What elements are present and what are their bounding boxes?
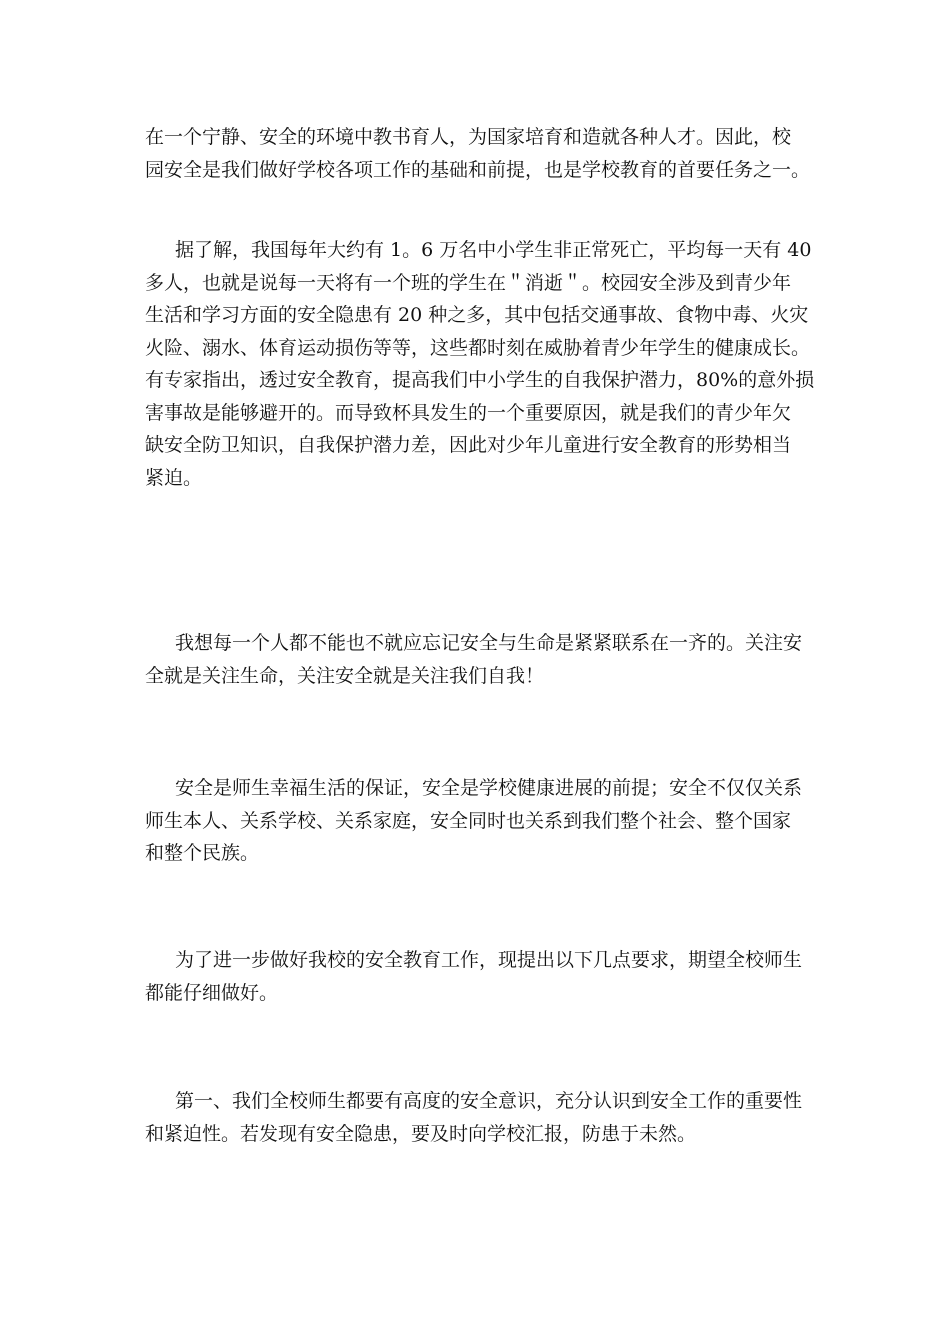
text-line: 紧迫。 [145,466,203,489]
paragraph-statistics [145,234,815,494]
text-line: 安全是师生幸福生活的保证，安全是学校健康进展的前提；安全不仅仅关系 [175,777,803,799]
paragraph-safety-and-life [145,627,810,692]
text-line: 为了进一步做好我校的安全教育工作，现提出以下几点要求，期望全校师生 [175,949,803,971]
text-line: 和整个民族。 [145,842,260,864]
text-line: 全就是关注生命，关注安全就是关注我们自我！ [145,664,545,687]
text-line: 缺安全防卫知识，自我保护潜力差，因此对少年儿童进行安全教育的形势相当 [145,434,792,456]
text-line: 第一、我们全校师生都要有高度的安全意识，充分认识到安全工作的重要性 [175,1090,803,1112]
text-line: 我想每一个人都不能也不就应忘记安全与生命是紧紧联系在一齐的。关注安 [175,632,803,654]
paragraph-safety-importance [145,772,810,870]
text-line: 有专家指出，透过安全教育，提高我们中小学生的自我保护潜力，80%的意外损 [145,369,815,391]
paragraph-requirement-one [145,1085,810,1150]
text-line: 园安全是我们做好学校各项工作的基础和前提，也是学校教育的首要任务之一。 [145,158,811,181]
text-line: 据了解，我国每年大约有 1。6 万名中小学生非正常死亡，平均每一天有 40 [175,239,812,261]
text-line: 生活和学习方面的安全隐患有 20 种之多，其中包括交通事故、食物中毒、火灾 [145,304,809,326]
text-line: 火险、溺水、体育运动损伤等等，这些都时刻在威胁着青少年学生的健康成长。 [145,336,811,359]
text-line: 和紧迫性。若发现有安全隐患，要及时向学校汇报，防患于未然。 [145,1122,697,1145]
text-line: 多人，也就是说每一天将有一个班的学生在＂消逝＂。校园安全涉及到青少年 [145,271,792,294]
text-line: 在一个宁静、安全的环境中教书育人，为国家培育和造就各种人才。因此，校 [145,126,792,148]
paragraph-campus-safety-intro [145,121,810,186]
text-line: 害事故是能够避开的。而导致杯具发生的一个重要原因，就是我们的青少年欠 [145,401,792,424]
paragraph-requirements-intro [145,944,810,1009]
text-line: 师生本人、关系学校、关系家庭，安全同时也关系到我们整个社会、整个国家 [145,809,792,832]
text-line: 都能仔细做好。 [145,981,279,1004]
